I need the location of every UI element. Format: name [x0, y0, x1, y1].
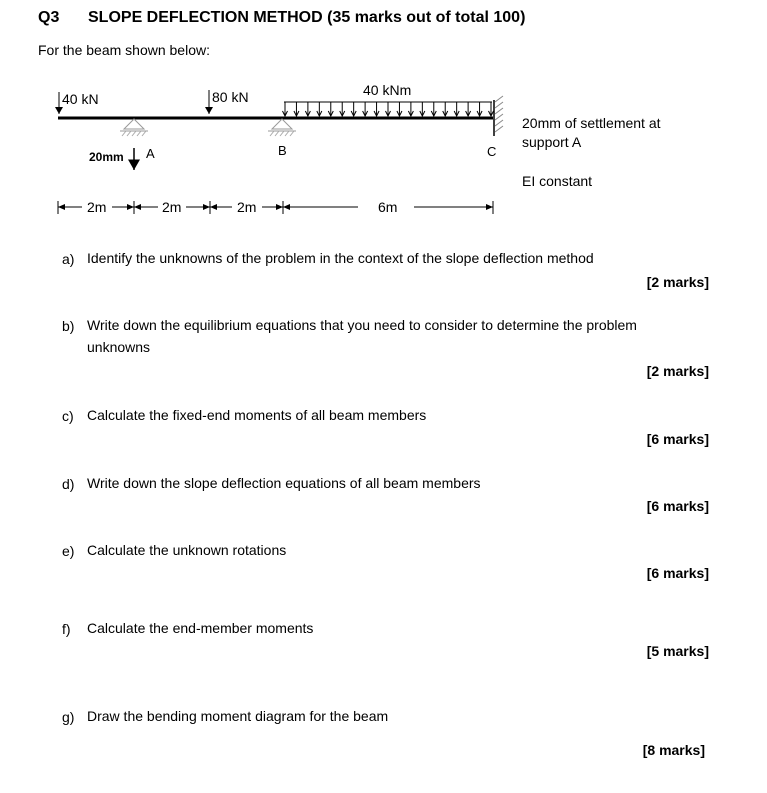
part-marks: [6 marks]: [646, 498, 709, 514]
settlement-note-line1: 20mm of settlement at: [522, 115, 661, 131]
part-marks: [2 marks]: [646, 363, 709, 379]
part-text: Write down the equilibrium equations that you need to consider to determine the problem unknowns: [87, 317, 637, 355]
part-letter: f): [62, 621, 71, 637]
part-letter: e): [62, 543, 75, 559]
dim-label-3: 2m: [237, 199, 257, 215]
part-text: Write down the slope deflection equations of all beam members: [87, 475, 481, 491]
pin-support-a: [120, 119, 148, 136]
part-text: Calculate the fixed-end moments of all beam members: [87, 407, 427, 423]
dim-label-2: 2m: [162, 199, 182, 215]
support-c-label: C: [487, 144, 497, 159]
part-letter: b): [62, 318, 75, 334]
part-marks: [6 marks]: [646, 565, 709, 581]
dim-label-4: 6m: [378, 199, 398, 215]
question-number: Q3: [38, 9, 60, 26]
point-load-1-label: 40 kN: [62, 91, 99, 107]
part-marks: [2 marks]: [646, 274, 709, 290]
dim-label-1: 2m: [87, 199, 107, 215]
ei-note: EI constant: [522, 173, 593, 189]
part-marks: [8 marks]: [642, 742, 705, 758]
part-text: Draw the bending moment diagram for the beam: [87, 708, 389, 724]
part-marks: [6 marks]: [646, 431, 709, 447]
udl-label: 40 kNm: [363, 82, 412, 98]
part-letter: g): [62, 709, 75, 725]
support-b-label: B: [278, 143, 287, 158]
question-intro: For the beam shown below:: [38, 42, 210, 58]
part-marks: [5 marks]: [646, 643, 709, 659]
pin-support-b: [268, 119, 296, 136]
dimension-line: [58, 201, 493, 214]
part-text: Calculate the end-member moments: [87, 620, 314, 636]
support-a-label: A: [146, 146, 155, 161]
udl-load: [283, 102, 494, 116]
point-load-2-label: 80 kN: [212, 89, 249, 105]
part-letter: a): [62, 251, 75, 267]
question-title: SLOPE DEFLECTION METHOD (35 marks out of total 100): [88, 9, 526, 26]
fixed-support-c: [494, 96, 503, 136]
part-letter: c): [62, 408, 74, 424]
part-text: Identify the unknowns of the problem in the context of the slope deflection method: [87, 250, 594, 266]
settlement-note-line2: support A: [522, 134, 582, 150]
part-letter: d): [62, 476, 75, 492]
settlement-label: 20mm: [89, 150, 124, 164]
part-text: Calculate the unknown rotations: [87, 542, 287, 558]
